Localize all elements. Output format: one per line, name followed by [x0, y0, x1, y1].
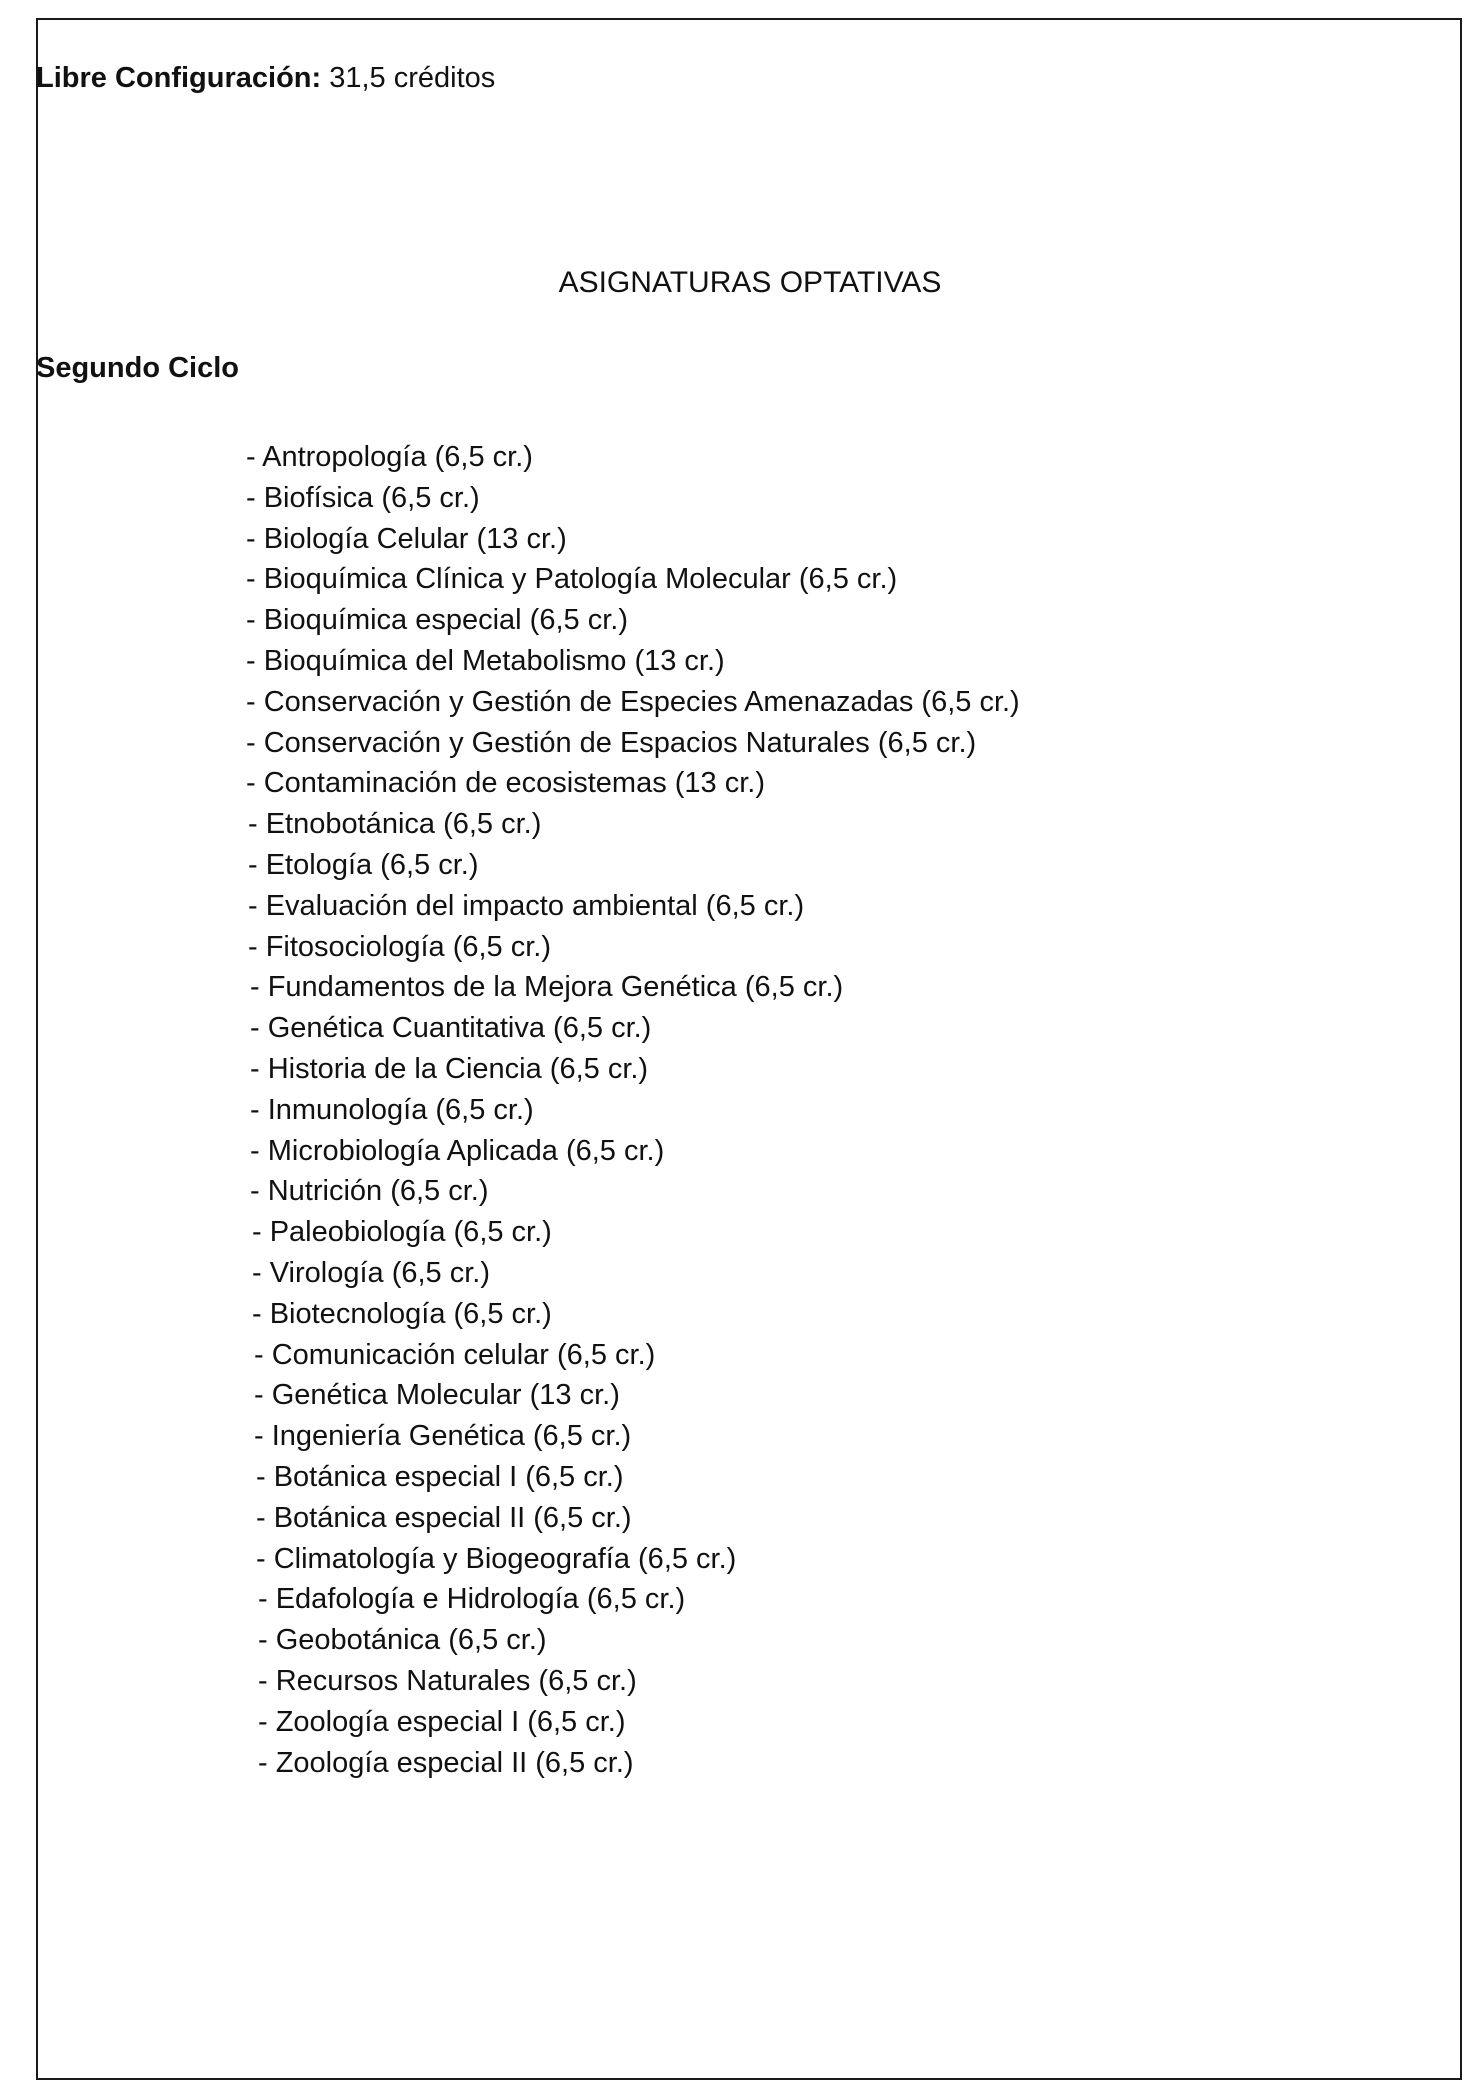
subject-item: - Bioquímica Clínica y Patología Molecular (6,5 cr.): [246, 563, 898, 596]
subject-item: - Virología (6,5 cr.): [252, 1256, 491, 1289]
subject-item: - Ingeniería Genética (6,5 cr.): [254, 1420, 632, 1453]
subject-item: - Geobotánica (6,5 cr.): [258, 1624, 547, 1657]
libre-configuracion-line: [36, 62, 495, 95]
subject-item: - Inmunología (6,5 cr.): [250, 1093, 534, 1126]
subject-item: - Fundamentos de la Mejora Genética (6,5 cr.): [250, 971, 844, 1004]
subject-item: - Contaminación de ecosistemas (13 cr.): [246, 767, 765, 800]
subject-item: - Biología Celular (13 cr.): [246, 522, 567, 555]
subject-item: - Microbiología Aplicada (6,5 cr.): [250, 1134, 665, 1167]
subject-item: - Biofísica (6,5 cr.): [246, 481, 480, 514]
subject-item: - Biotecnología (6,5 cr.): [252, 1297, 552, 1330]
cycle-heading: Segundo Ciclo: [36, 352, 239, 384]
subject-item: - Comunicación celular (6,5 cr.): [254, 1338, 656, 1371]
libre-configuracion-value: 31,5 créditos: [329, 62, 496, 94]
subject-item: - Conservación y Gestión de Espacios Naturales (6,5 cr.): [246, 726, 977, 759]
subject-item: - Paleobiología (6,5 cr.): [252, 1216, 552, 1249]
subject-item: - Conservación y Gestión de Especies Amenazadas (6,5 cr.): [246, 685, 1020, 718]
subject-item: - Etología (6,5 cr.): [248, 848, 479, 881]
subject-item: - Zoología especial II (6,5 cr.): [258, 1746, 634, 1779]
subject-item: - Botánica especial I (6,5 cr.): [256, 1460, 624, 1493]
subject-item: - Bioquímica especial (6,5 cr.): [246, 604, 628, 637]
subject-item: - Genética Cuantitativa (6,5 cr.): [250, 1012, 652, 1045]
subject-item: - Botánica especial II (6,5 cr.): [256, 1501, 632, 1534]
subject-item: - Evaluación del impacto ambiental (6,5 cr.): [248, 889, 805, 922]
subject-item: - Nutrición (6,5 cr.): [250, 1175, 489, 1208]
subject-item: - Fitosociología (6,5 cr.): [248, 930, 551, 963]
subject-item: - Recursos Naturales (6,5 cr.): [258, 1664, 637, 1697]
subject-item: - Genética Molecular (13 cr.): [254, 1379, 620, 1412]
subject-item: - Antropología (6,5 cr.): [246, 441, 533, 473]
subject-list: [246, 437, 1020, 1783]
libre-configuracion-label: Libre Configuración:: [36, 62, 322, 94]
subject-item: - Zoología especial I (6,5 cr.): [258, 1705, 626, 1738]
subject-item: - Etnobotánica (6,5 cr.): [248, 808, 542, 841]
subject-item: - Edafología e Hidrología (6,5 cr.): [258, 1583, 686, 1616]
subject-item: - Bioquímica del Metabolismo (13 cr.): [246, 644, 725, 677]
section-title: ASIGNATURAS OPTATIVAS: [558, 266, 942, 299]
subject-item: - Historia de la Ciencia (6,5 cr.): [250, 1052, 649, 1085]
subject-item: - Climatología y Biogeografía (6,5 cr.): [256, 1542, 737, 1575]
